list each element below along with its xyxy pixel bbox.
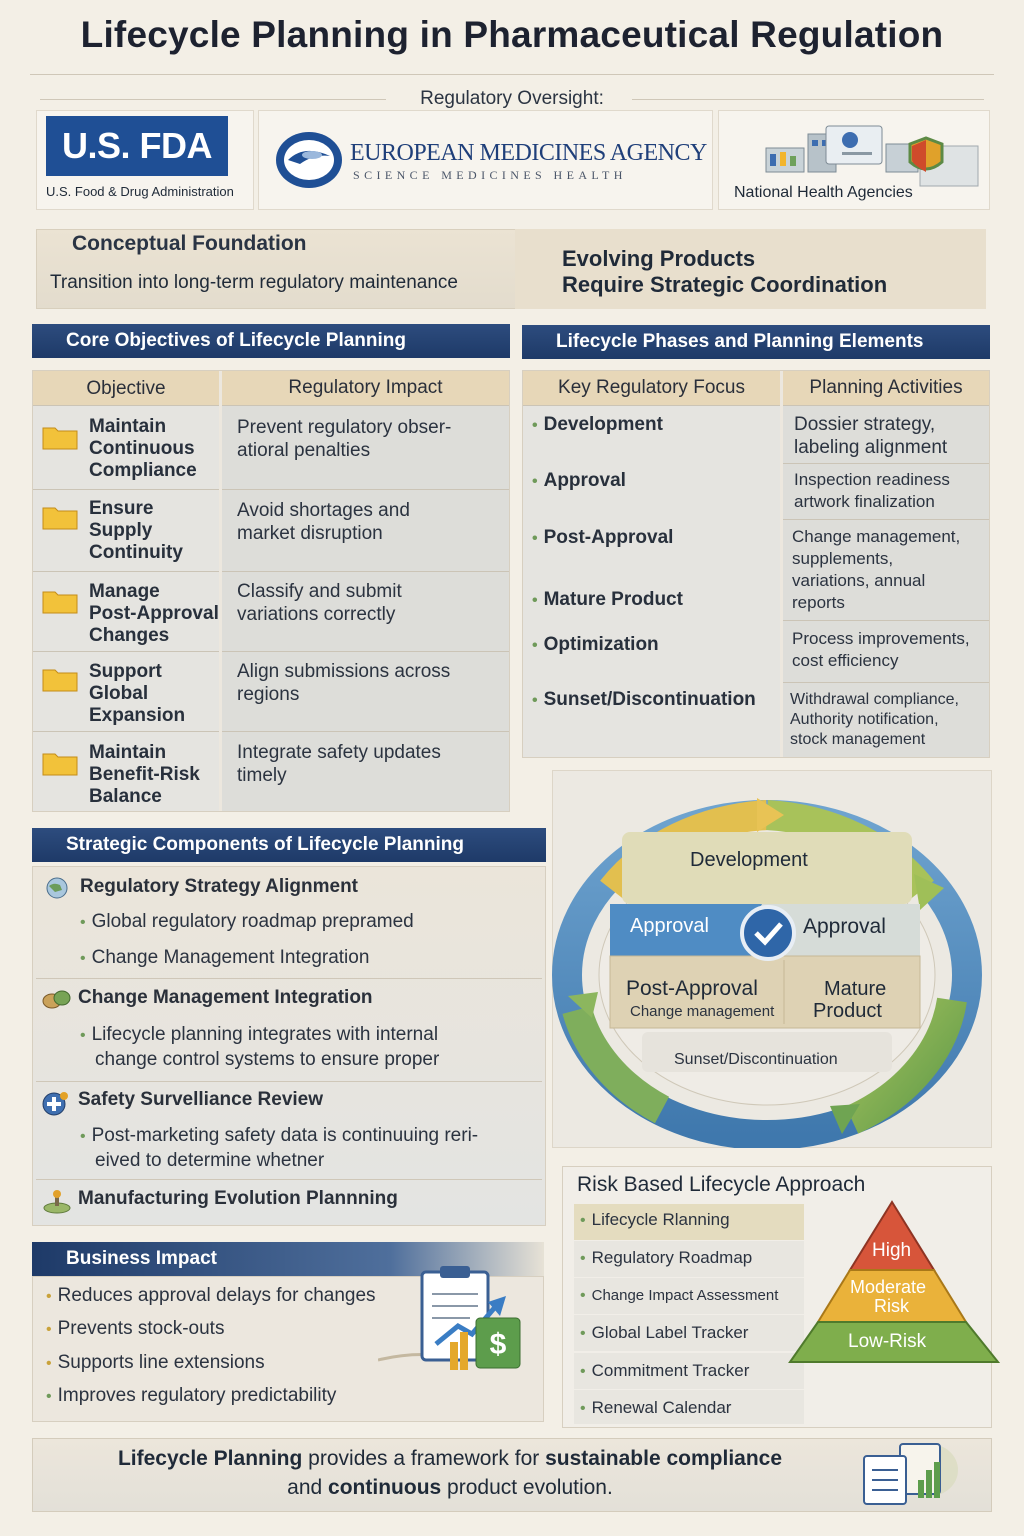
- objective-impact: Avoid shortages and market disruption: [237, 500, 410, 544]
- component-bullet: • Change Management Integration: [80, 947, 370, 968]
- national-agencies-label: National Health Agencies: [734, 184, 913, 201]
- components-title: Strategic Components of Lifecycle Planning: [32, 828, 546, 862]
- phase-item: • Post-Approval: [532, 527, 674, 548]
- business-item: • Supports line extensions: [46, 1352, 265, 1373]
- leaf-icon: [42, 988, 72, 1010]
- objective-label: Maintain Benefit-Risk Balance: [89, 742, 200, 807]
- component-title: Regulatory Strategy Alignment: [80, 876, 359, 897]
- folder-icon: [42, 750, 78, 776]
- phase-activity: Inspection readiness artwork finalization: [794, 470, 950, 511]
- risk-item: • Renewal Calendar: [580, 1398, 732, 1417]
- national-agencies-icon: [760, 122, 982, 188]
- components-divider: [36, 1081, 542, 1082]
- risk-item: • Change Impact Assessment: [580, 1287, 779, 1304]
- oversight-label: Regulatory Oversight:: [420, 88, 604, 109]
- conceptual-foundation-text: Transition into long-term regulatory maintenance: [50, 272, 458, 293]
- pyramid-moderate-line1: Moderate: [850, 1277, 927, 1297]
- safety-plus-icon: [40, 1090, 70, 1116]
- components-divider: [36, 1179, 542, 1180]
- cycle-change-management: Change management: [630, 1003, 775, 1020]
- folder-icon: [42, 504, 78, 530]
- objective-label: Ensure Supply Continuity: [89, 498, 183, 563]
- ema-tagline: SCIENCE MEDICINES HEALTH: [353, 168, 627, 182]
- documents-chart-icon: [860, 1440, 960, 1508]
- component-bullet: • Global regulatory roadmap prepramed: [80, 911, 414, 932]
- globe-icon: [42, 876, 72, 900]
- lifecycle-cycle-diagram: [552, 770, 992, 1148]
- clipboard-growth-icon: [378, 1262, 528, 1382]
- objective-label: Manage Post-Approval Changes: [89, 581, 219, 646]
- footer-line1: Lifecycle Planning provides a framework for sustainable compliance: [117, 1447, 783, 1470]
- phase-item: • Sunset/Discontinuation: [532, 689, 756, 710]
- risk-item: • Global Label Tracker: [580, 1323, 749, 1342]
- business-item: • Prevents stock-outs: [46, 1318, 225, 1339]
- cycle-approval-right: Approval: [803, 915, 886, 938]
- folder-icon: [42, 666, 78, 692]
- objectives-header-objective: Objective: [33, 371, 219, 405]
- ema-globe-icon: [274, 130, 344, 190]
- pyramid-moderate-line2: Risk: [874, 1296, 909, 1316]
- fda-logo: U.S. FDA: [46, 116, 228, 176]
- phase-item: • Optimization: [532, 634, 659, 655]
- folder-icon: [42, 424, 78, 450]
- objective-impact: Prevent regulatory obser- atioral penalties: [237, 417, 452, 461]
- cycle-approval-left: Approval: [630, 915, 709, 937]
- concept-right-line2: Require Strategic Coordination: [562, 272, 888, 297]
- objective-impact: Align submissions across regions: [237, 661, 451, 705]
- risk-item: • Commitment Tracker: [580, 1361, 750, 1380]
- svg-text:$: $: [489, 1328, 507, 1361]
- business-title: Business Impact: [32, 1242, 544, 1276]
- plant-icon: [42, 1188, 72, 1214]
- phase-activity: Change management, supplements, variations, annual reports: [792, 527, 961, 612]
- cycle-post-approval: Post-Approval: [626, 977, 758, 1000]
- phase-item: • Mature Product: [532, 589, 683, 610]
- concept-right-line1: Evolving Products: [562, 246, 756, 271]
- pyramid-high: High: [872, 1240, 912, 1261]
- phases-header-activities: Planning Activities: [783, 371, 989, 405]
- cycle-mature-line1: Mature: [824, 978, 887, 1000]
- fda-subtitle: U.S. Food & Drug Administration: [46, 184, 234, 199]
- pyramid-low: Low-Risk: [848, 1331, 927, 1352]
- conceptual-foundation-title: Conceptual Foundation: [72, 232, 307, 255]
- objectives-title: Core Objectives of Lifecycle Planning: [32, 324, 510, 358]
- cycle-sunset: Sunset/Discontinuation: [674, 1051, 838, 1068]
- component-title: Safety Survelliance Review: [78, 1089, 324, 1110]
- phases-header-focus: Key Regulatory Focus: [523, 371, 780, 405]
- footer-line2: and continuous product evolution.: [287, 1476, 613, 1499]
- phase-activity: Withdrawal compliance, Authority notification, stock management: [790, 691, 959, 748]
- business-item: • Improves regulatory predictability: [46, 1385, 337, 1406]
- risk-title: Risk Based Lifecycle Approach: [577, 1173, 866, 1196]
- objective-impact: Integrate safety updates timely: [237, 742, 441, 786]
- risk-item: • Regulatory Roadmap: [580, 1248, 753, 1267]
- business-item: • Reduces approval delays for changes: [46, 1285, 376, 1306]
- cycle-development: Development: [690, 849, 808, 871]
- ema-name: EUROPEAN MEDICINES AGENCY: [350, 140, 707, 166]
- page-title: Lifecycle Planning in Pharmaceutical Regulation: [80, 14, 944, 55]
- component-bullet: • Post-marketing safety data is continuuing reri- eived to determine whetner: [80, 1125, 479, 1171]
- objective-impact: Classify and submit variations correctly: [237, 581, 402, 625]
- folder-icon: [42, 588, 78, 614]
- objective-label: Support Global Expansion: [89, 661, 186, 726]
- phase-activity: Process improvements, cost efficiency: [792, 629, 970, 670]
- phases-title: Lifecycle Phases and Planning Elements: [522, 325, 990, 359]
- components-divider: [36, 978, 542, 979]
- component-bullet: • Lifecycle planning integrates with internal change control systems to ensure proper: [80, 1024, 440, 1070]
- phase-activity: Dossier strategy, labeling alignment: [794, 414, 948, 458]
- title-divider: [30, 74, 994, 75]
- objective-label: Maintain Continuous Compliance: [89, 416, 197, 481]
- objectives-header-impact: Regulatory Impact: [222, 371, 509, 405]
- component-title: Change Management Integration: [78, 987, 373, 1008]
- phase-item: • Development: [532, 414, 663, 435]
- phase-item: • Approval: [532, 470, 626, 491]
- cycle-mature-line2: Product: [813, 1000, 882, 1022]
- component-title: Manufacturing Evolution Plannning: [78, 1188, 398, 1209]
- risk-item: • Lifecycle Rlanning: [580, 1210, 730, 1229]
